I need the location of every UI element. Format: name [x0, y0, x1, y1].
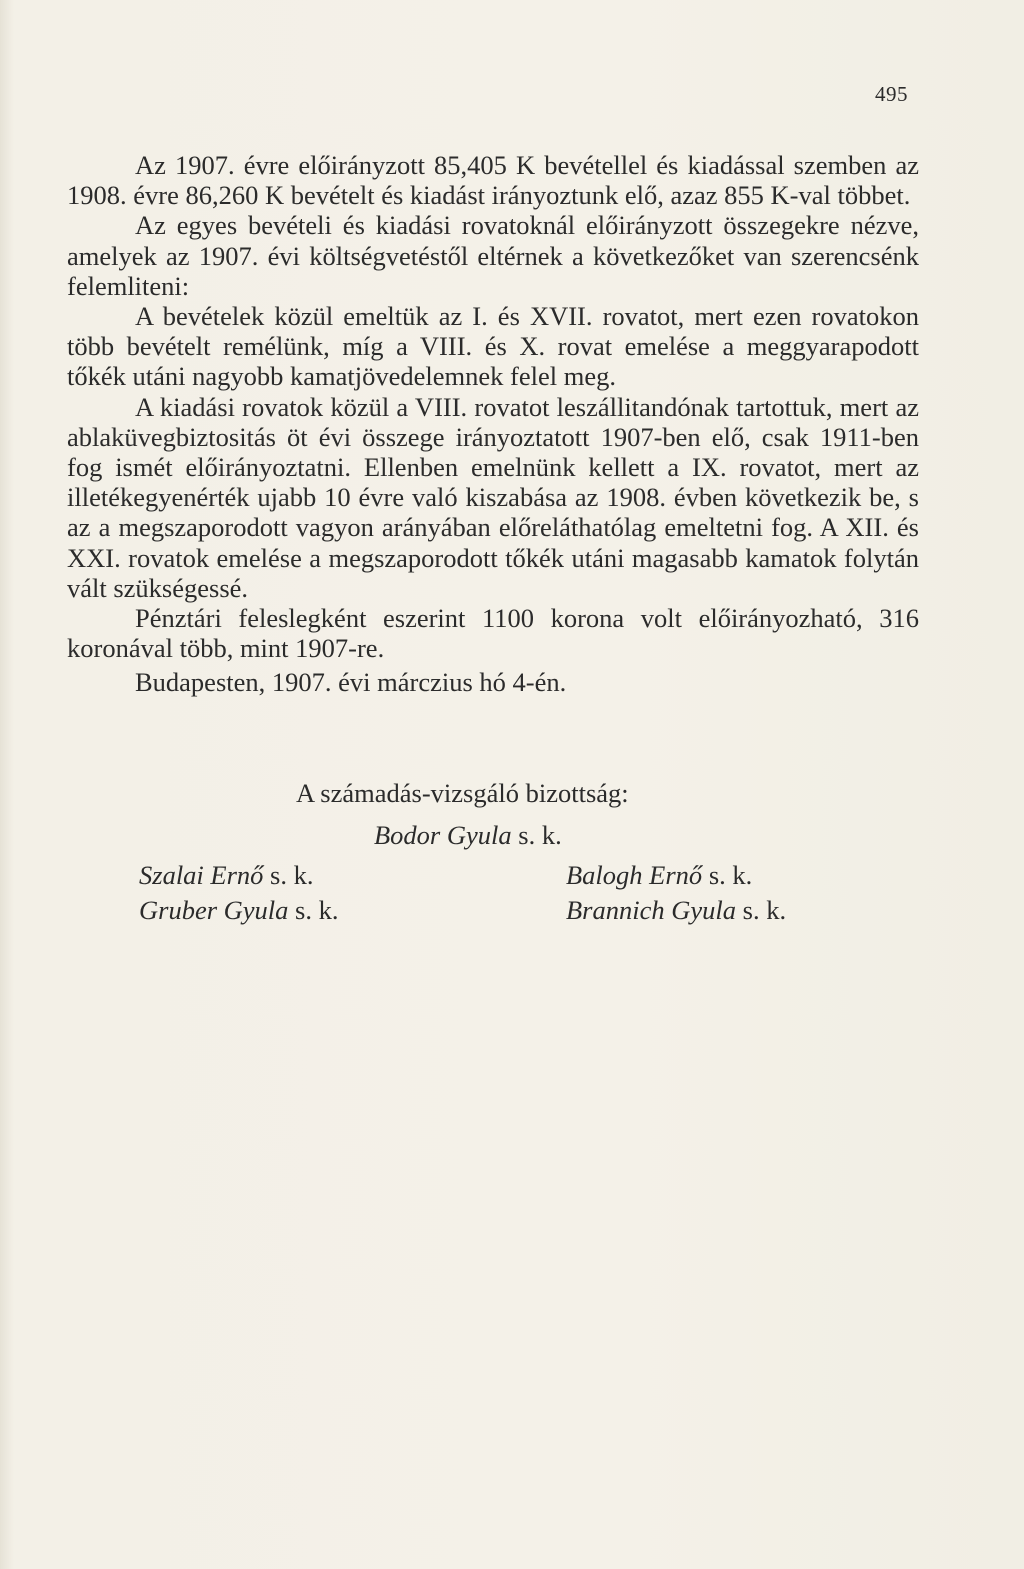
place-date: Budapesten, 1907. évi márczius hó 4-én.	[135, 667, 567, 698]
signature	[374, 820, 562, 851]
committee-title: A számadás-vizsgáló bizottság:	[296, 778, 629, 808]
signatory-name: Balogh Ernő	[566, 860, 703, 890]
signature	[139, 860, 314, 891]
paragraph: Az 1907. évre előirányzott 85,405 K bevétellel és kiadással szemben az 1908. évre 86,260 K bevételt és kiadást irányoztunk elő, azaz 855 K-val többet.	[67, 150, 919, 211]
signatory-name: Brannich Gyula	[566, 895, 737, 925]
paragraph: A bevételek közül emeltük az I. és XVII. rovatot, mert ezen rovatokon több bevételt remélünk, míg a VIII. és X. rovat emelése a meggyarapodott tőkék utáni nagyobb kamatjövedelemnek felel meg.	[67, 301, 919, 392]
signatory-name: Szalai Ernő	[139, 860, 264, 890]
body-text	[67, 150, 919, 698]
signatory-suffix: s. k.	[518, 820, 562, 850]
page-number: 495	[875, 82, 908, 106]
signature	[566, 860, 752, 891]
paragraph: Az egyes bevételi és kiadási rovatoknál előirányzott összegekre nézve, amelyek az 1907. évi költségvetéstől eltérnek a következőket van szerencsénk felemliteni:	[67, 210, 919, 301]
signatory-suffix: s. k.	[270, 860, 314, 890]
signature	[566, 895, 786, 926]
signatory-name: Gruber Gyula	[139, 895, 289, 925]
paragraph: Pénztári feleslegként eszerint 1100 korona volt előirányozható, 316 koronával több, mint 1907-re.	[67, 603, 919, 664]
paragraph: A kiadási rovatok közül a VIII. rovatot leszállitandónak tartottuk, mert az ablaküvegbiztositás öt évi összege irányoztatott 1907-ben elő, csak 1911-ben fog ismét előirányoztatni. Ellenben emelnünk kellett a IX. rovatot, mert az illetékegyenérték ujabb 10 évre való kiszabása az 1908. évben következik be, s az a megszaporodott vagyon arányában előreláthatólag emeltetni fog. A XII. és XXI. rovatok emelése a megszaporodott tőkék utáni magasabb kamatok folytán vált szükségessé.	[67, 391, 919, 603]
signatory-suffix: s. k.	[708, 860, 753, 890]
signatory-suffix: s. k.	[295, 895, 339, 925]
signatory-suffix: s. k.	[742, 895, 787, 925]
signature	[139, 895, 339, 926]
signatory-name: Bodor Gyula	[374, 820, 512, 850]
